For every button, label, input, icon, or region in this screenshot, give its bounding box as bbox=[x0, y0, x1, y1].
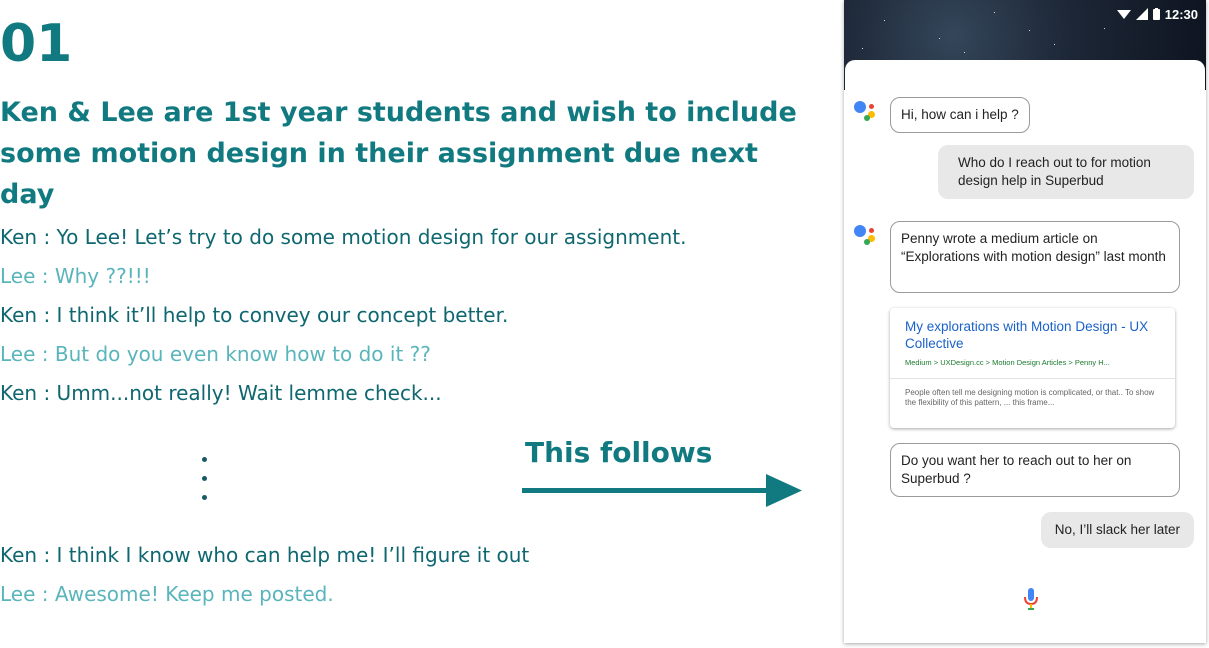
assistant-message: Hi, how can i help ? bbox=[890, 97, 1030, 133]
dialog-line-ken: Ken : I think it’ll help to convey our concept better. bbox=[0, 303, 509, 327]
user-message: No, I’ll slack her later bbox=[1041, 512, 1194, 548]
assistant-sheet bbox=[845, 60, 1205, 643]
dialog-line-lee: Lee : Awesome! Keep me posted. bbox=[0, 582, 334, 606]
article-link[interactable]: My explorations with Motion Design - UX Collective bbox=[905, 319, 1149, 351]
dialog-line-lee: Lee : But do you even know how to do it ?? bbox=[0, 342, 431, 366]
article-source: Medium > UXDesign.cc > Motion Design Articles > Penny H... bbox=[905, 358, 1110, 367]
conversation-end bbox=[0, 536, 780, 614]
assistant-message: Do you want her to reach out to her on Superbud ? bbox=[890, 443, 1180, 497]
divider bbox=[890, 378, 1175, 379]
phone-screen bbox=[844, 0, 1206, 643]
user-message: Who do I reach out to for motion design help in Superbud bbox=[938, 145, 1194, 199]
right-arrow-icon bbox=[522, 473, 804, 509]
signal-icon bbox=[1136, 8, 1148, 20]
ellipsis-dots bbox=[202, 457, 207, 514]
status-bar bbox=[1117, 5, 1198, 23]
microphone-icon[interactable] bbox=[1024, 588, 1038, 610]
scenario-heading: Ken & Lee are 1st year students and wish to include some motion design in their assignment due next day bbox=[0, 97, 797, 210]
article-snippet: People often tell me designing motion is complicated, or that.. To show the flexibility of this pattern, ... this frame... bbox=[905, 388, 1155, 407]
dot bbox=[202, 495, 207, 500]
dialog-line-lee: Lee : Why ??!!! bbox=[0, 264, 151, 288]
clock: 12:30 bbox=[1164, 6, 1198, 22]
article-result-card[interactable] bbox=[890, 308, 1175, 428]
battery-icon bbox=[1153, 8, 1160, 20]
conversation-start bbox=[0, 218, 780, 413]
assistant-logo-icon bbox=[853, 100, 879, 126]
transition-label: This follows bbox=[525, 436, 713, 469]
dialog-line-ken: Ken : I think I know who can help me! I’ll figure it out bbox=[0, 543, 530, 567]
assistant-message: Penny wrote a medium article on “Explorations with motion design” last month bbox=[890, 221, 1180, 293]
dialog-line-ken: Ken : Umm...not really! Wait lemme check... bbox=[0, 381, 442, 405]
dot bbox=[202, 476, 207, 481]
dot bbox=[202, 457, 207, 462]
step-number: 01 bbox=[0, 14, 73, 74]
dialog-line-ken: Ken : Yo Lee! Let’s try to do some motion design for our assignment. bbox=[0, 225, 687, 249]
assistant-logo-icon bbox=[853, 224, 879, 250]
wifi-icon bbox=[1117, 9, 1131, 20]
